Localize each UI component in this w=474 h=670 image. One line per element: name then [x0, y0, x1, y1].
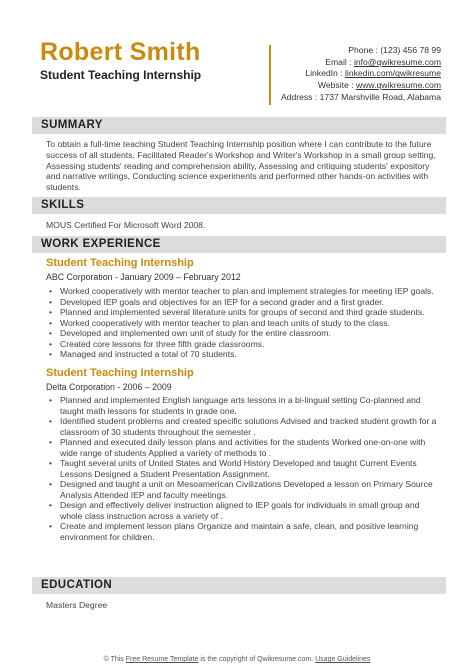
website-link[interactable]: www.qwikresume.com — [355, 80, 441, 91]
linkedin-link[interactable]: linkedin.com/qwikresume — [345, 68, 441, 79]
address-value: 1737 Marshville Road, Alabama — [319, 91, 441, 102]
job-company-2: Delta Corporation - 2006 – 2009 — [46, 382, 172, 392]
list-item: • Planned and executed daily lesson plans and activities for the students Worked one-on-one with wide range of students Applied a variety of methods to . — [46, 437, 442, 458]
candidate-name: Robert Smith — [40, 38, 201, 66]
list-item: • Identified student problems and created specific solutions Advised and tracked student growth for a classroom of 30 students throughout the semester . — [46, 416, 442, 437]
list-item: • Managed and instructed a total of 70 students. — [46, 349, 442, 360]
job-bullets-1 — [46, 286, 442, 360]
contact-linkedin — [281, 68, 441, 80]
linkedin-label: LinkedIn : — [305, 68, 343, 79]
list-item: • Developed and implemented own unit of study for the entire classroom. — [46, 328, 442, 339]
phone-label: Phone : — [348, 45, 378, 55]
education-heading — [32, 577, 446, 594]
address-label: Address : — [280, 91, 318, 102]
list-item: • Design and effectively deliver instruction aligned to IEP goals for individuals in small group and whole class instruction across a variety of . — [46, 500, 442, 521]
education-heading-label: EDUCATION — [41, 579, 113, 591]
summary-heading — [32, 117, 446, 134]
job-title-2: Student Teaching Internship — [46, 367, 194, 379]
job-company-1: ABC Corporation - January 2009 – February 2012 — [46, 272, 241, 282]
candidate-title: Student Teaching Internship — [40, 68, 202, 82]
website-label: Website : — [317, 80, 354, 91]
summary-heading-label: SUMMARY — [41, 119, 103, 131]
job-title-1: Student Teaching Internship — [46, 257, 194, 269]
phone-value: (123) 456 78 99 — [380, 45, 441, 55]
contact-email — [281, 57, 441, 69]
experience-heading-label: WORK EXPERIENCE — [41, 238, 161, 250]
skills-text: MOUS Certified For Microsoft Word 2008. — [46, 220, 206, 230]
skills-heading — [32, 197, 446, 214]
contact-phone — [281, 45, 441, 57]
contact-website — [281, 80, 441, 92]
job-bullets-2 — [46, 395, 442, 542]
list-item: • Planned and implemented several literature units for groups of second and third grade students. — [46, 307, 442, 318]
list-item: • Created core lessons for three fifth grade classrooms. — [46, 339, 442, 350]
email-link[interactable]: info@qwikresume.com — [353, 56, 441, 67]
usage-guidelines-link[interactable]: Usage Guidelines — [315, 656, 371, 663]
footer-middle: is the copyright of Qwikresume.com. — [200, 656, 314, 663]
email-label: Email : — [325, 56, 352, 67]
skills-heading-label: SKILLS — [41, 199, 85, 211]
contact-address — [281, 92, 441, 104]
list-item: • Taught several units of United States and World History Developed and taught Current Events Lessons Designed a Student Presentation Assignment. — [46, 458, 442, 479]
free-template-link[interactable]: Free Resume Template — [125, 656, 199, 663]
summary-text: To obtain a full-time teaching Student Teaching Internship position where I can contribute to the future success of all students, Facilitated Reader's Workshop and Writer's Workshop in a small group setting, Assessing students' reading and comprehension ability, Assessing and critiquing students' expository and narrative writings, Conducting science experiments and performed other hands-on activities with students. — [46, 139, 436, 193]
contact-divider — [269, 45, 271, 105]
footer-prefix: © This — [103, 656, 124, 663]
experience-heading — [32, 236, 446, 253]
footer — [0, 656, 474, 663]
list-item: • Create and implement lesson plans Organize and maintain a safe, clean, and positive learning environment for children. — [46, 521, 442, 542]
list-item: • Developed IEP goals and objectives for an IEP for a second grader and a first grader. — [46, 297, 442, 308]
list-item: • Worked cooperatively with mentor teacher to plan and teach units of study to the class. — [46, 318, 442, 329]
resume-header — [0, 0, 474, 108]
list-item: • Designed and taught a unit on Mesoamerican Civilizations Developed a lesson on Primary Source Analysis Attended IEP and faculty meetings. — [46, 479, 442, 500]
education-text: Masters Degree — [46, 600, 108, 610]
list-item: • Worked cooperatively with mentor teacher to plan and implement strategies for meeting IEP goals. — [46, 286, 442, 297]
list-item: • Planned and implemented English language arts lessons in a bi-lingual setting Co-planned and taught math lessons for students in grade one. — [46, 395, 442, 416]
contact-block — [281, 45, 441, 104]
